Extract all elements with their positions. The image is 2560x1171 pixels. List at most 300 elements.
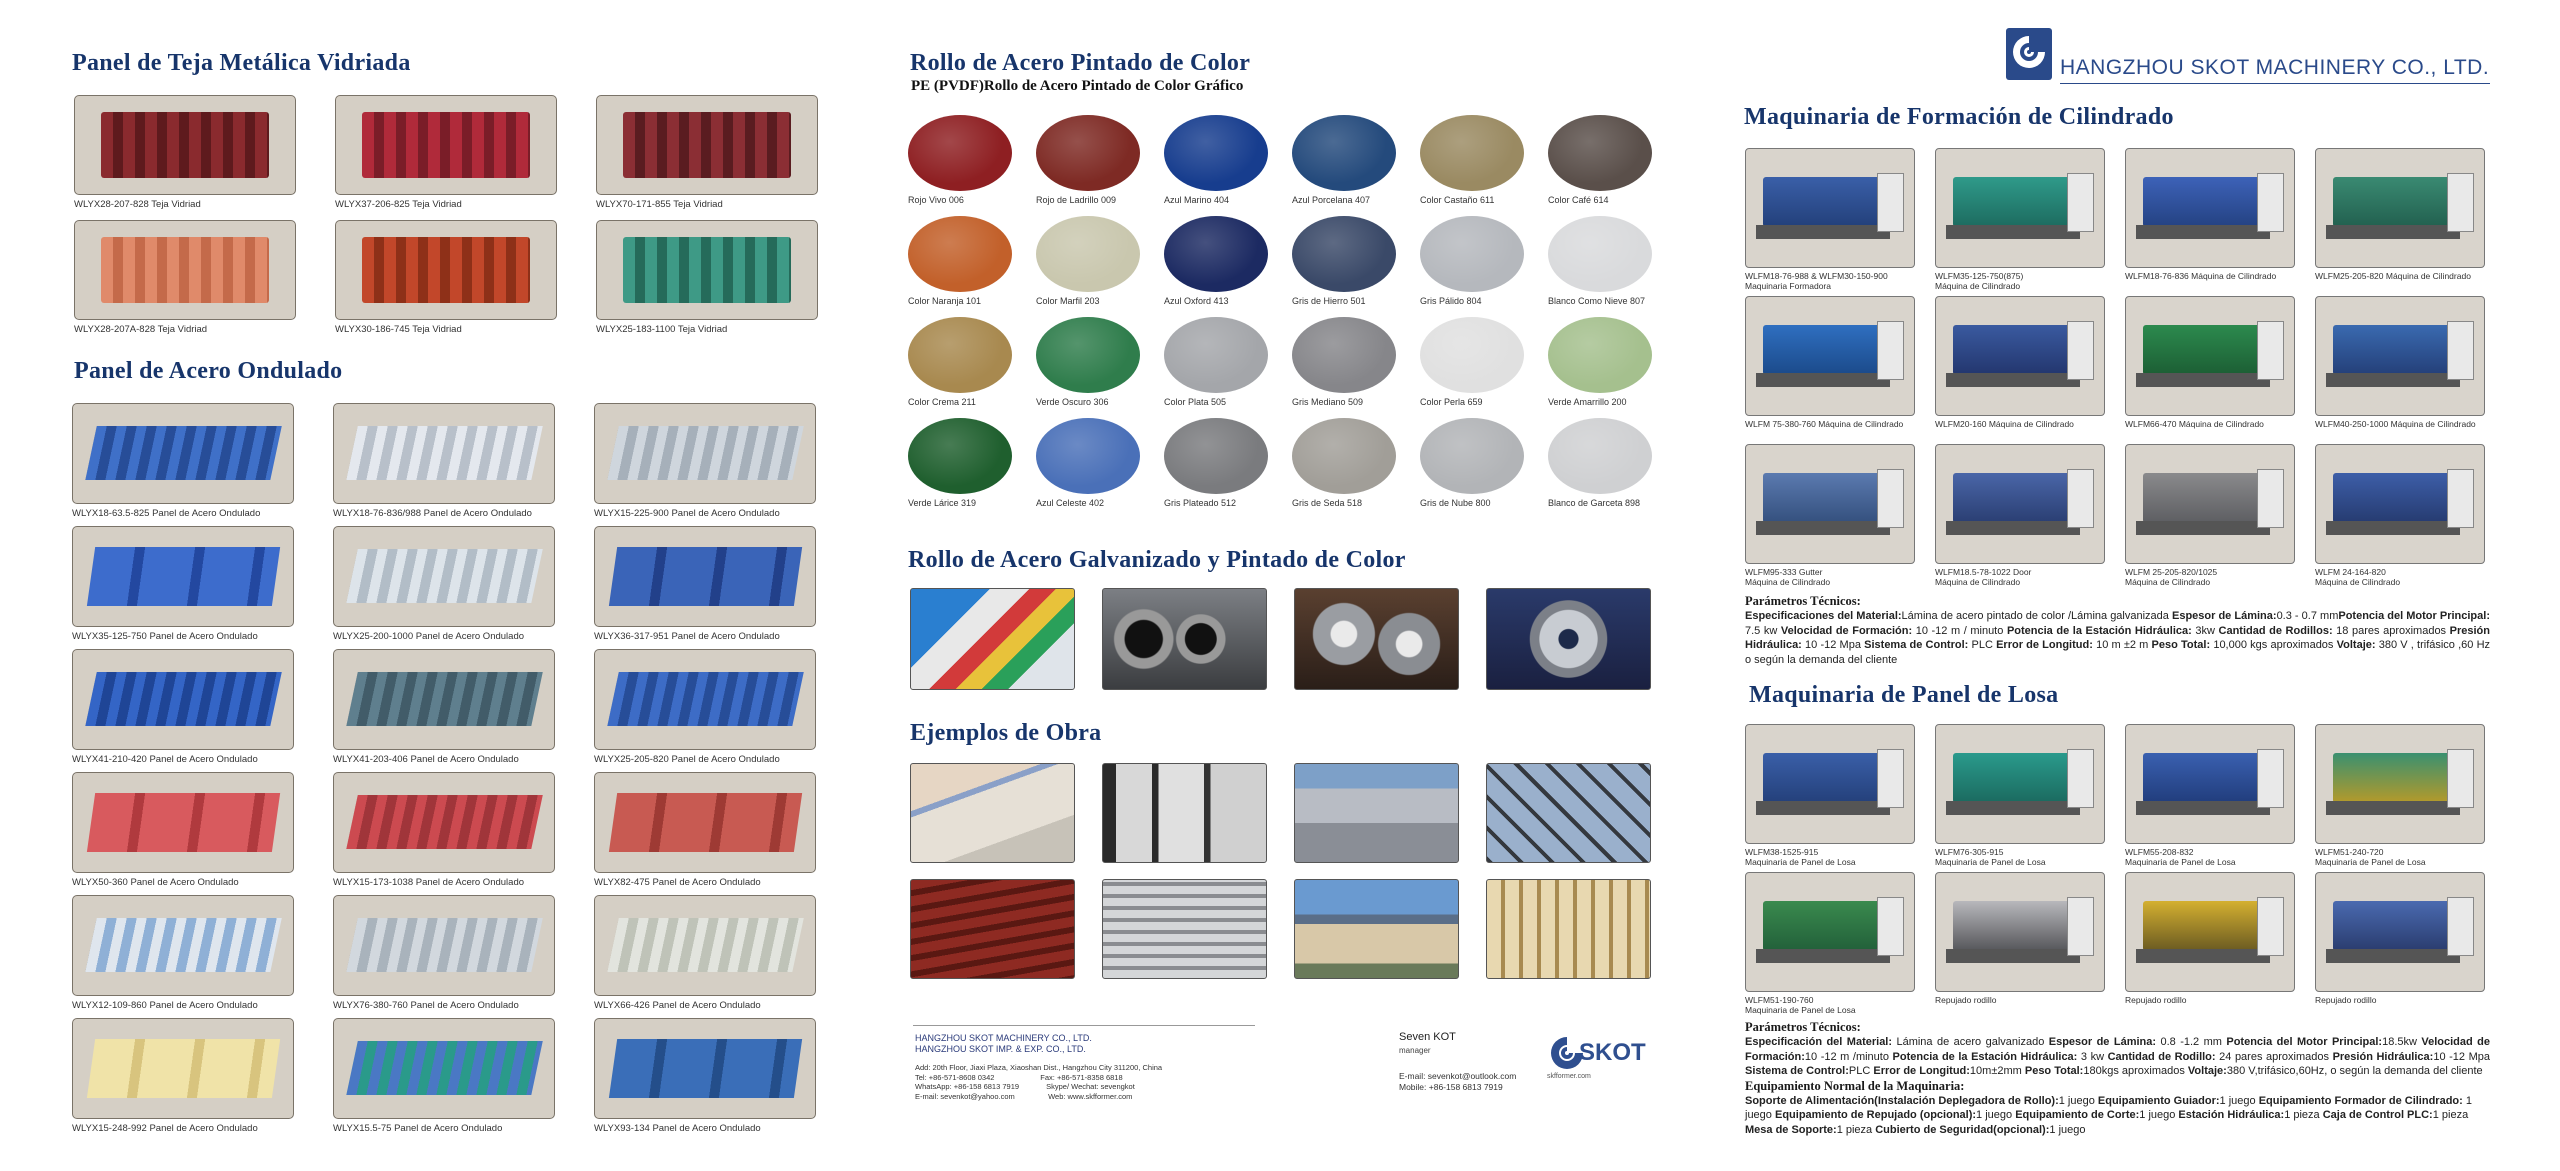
color-swatch-item <box>908 115 1036 206</box>
deck-params-title: Parámetros Técnicos: <box>1745 1020 1861 1034</box>
footer-address <box>915 1063 1162 1101</box>
machine-body <box>1763 177 1881 227</box>
machine-image <box>2315 148 2485 268</box>
machine-caption: Repujado rodillo <box>1935 996 1997 1005</box>
param-value: Lámina de acero pintado de color /Lámina galvanizada <box>1901 610 2172 622</box>
param-value: 1 pieza <box>1836 1123 1876 1136</box>
corrugated-caption: WLYX66-426 Panel de Acero Ondulado <box>594 1000 761 1011</box>
machine-image <box>2315 444 2485 564</box>
machine-base <box>1756 521 1890 535</box>
machine-item <box>2125 872 2295 1016</box>
corrugated-image <box>594 526 816 627</box>
floor-deck-grid <box>1745 724 2505 1016</box>
machine-item <box>1935 148 2105 292</box>
machine-body <box>1763 901 1881 951</box>
tile-image <box>335 95 557 195</box>
footer-rule <box>913 1025 1255 1026</box>
tile-caption: WLYX70-171-855 Teja Vidriad <box>596 199 723 210</box>
param-value: 380 V,trifásico,60Hz, o según la demanda del cliente <box>2226 1065 2483 1077</box>
param-key: Voltaje: <box>2187 1065 2227 1077</box>
machine-body <box>2333 325 2451 375</box>
color-swatch-item <box>1292 115 1420 206</box>
color-swatch-item <box>1036 115 1164 206</box>
tile-image <box>74 95 296 195</box>
corrugated-image <box>594 1018 816 1119</box>
param-value: 180kgs aproximados <box>2083 1065 2188 1077</box>
control-box <box>2257 321 2284 380</box>
param-key: Error de Longitud: <box>1873 1065 1970 1077</box>
address-line: Add: 20th Floor, Jiaxi Plaza, Xiaoshan Dist., Hangzhou City 311200, China <box>915 1063 1163 1072</box>
swatch-label: Gris Mediano 509 <box>1292 397 1364 407</box>
corrugated-caption: WLYX36-317-951 Panel de Acero Ondulado <box>594 631 780 642</box>
corrugated-caption: WLYX18-76-836/988 Panel de Acero Ondulado <box>333 508 532 519</box>
color-swatch <box>1164 317 1268 393</box>
tile-graphic <box>101 237 268 304</box>
machine-base <box>2136 521 2270 535</box>
color-swatch <box>1036 115 1140 191</box>
corrugated-caption: WLYX35-125-750 Panel de Acero Ondulado <box>72 631 258 642</box>
param-key: Potencia de la Estación Hidráulica: <box>2006 624 2192 637</box>
project-photos <box>910 763 1650 979</box>
corrugated-image <box>333 772 555 873</box>
machine-item <box>2125 296 2295 440</box>
corrugated-image <box>594 403 816 504</box>
equip-text <box>1745 1094 2490 1138</box>
param-key: Equipamiento de Corte: <box>2015 1109 2140 1121</box>
tile-graphic <box>362 112 529 179</box>
swatch-label: Azul Porcelana 407 <box>1292 195 1371 205</box>
param-value: 10 -12 m / minuto <box>1912 624 2007 637</box>
machine-caption: WLFM95-333 Gutter Máquina de Cilindrado <box>1745 568 1831 587</box>
control-box <box>2447 321 2474 380</box>
machine-item <box>1935 872 2105 1016</box>
corrugated-item <box>594 772 816 888</box>
swatch-label: Verde Oscuro 306 <box>1036 397 1109 407</box>
machine-item <box>2315 872 2485 1016</box>
color-swatch <box>1036 418 1140 494</box>
machine-caption: WLFM 25-205-820/1025 Máquina de Cilindrado <box>2125 568 2218 587</box>
machine-caption: WLFM25-205-820 Máquina de Cilindrado <box>2315 272 2471 281</box>
swatch-label: Azul Celeste 402 <box>1036 498 1105 508</box>
machine-image <box>1745 724 1915 844</box>
param-key: Equipamiento Guiador: <box>2097 1094 2220 1107</box>
corrugated-image <box>333 649 555 750</box>
machine-caption: WLFM20-160 Máquina de Cilindrado <box>1935 420 2074 429</box>
phone-line: Tel: +86-571-8608 0342 Fax: +86-571-8358 6818 <box>915 1072 1123 1082</box>
roll-forming-params <box>1745 594 2490 667</box>
corrugated-caption: WLYX15-225-900 Panel de Acero Ondulado <box>594 508 780 519</box>
color-swatch <box>1420 115 1524 191</box>
corrugated-caption: WLYX15.5-75 Panel de Acero Ondulado <box>333 1123 503 1134</box>
corrugated-graphic <box>346 549 542 603</box>
swatch-label: Color Castaño 611 <box>1420 195 1495 205</box>
swatch-grid <box>908 115 1668 509</box>
corrugated-grid <box>72 403 817 1134</box>
tile-item <box>596 220 818 335</box>
corrugated-image <box>594 895 816 996</box>
param-key: Espesor de Lámina: <box>2048 1036 2157 1048</box>
machine-item <box>1745 148 1915 292</box>
corrugated-graphic <box>85 918 281 972</box>
color-swatch <box>1420 418 1524 494</box>
corrugated-caption: WLYX93-134 Panel de Acero Ondulado <box>594 1123 761 1134</box>
machine-item <box>2125 444 2295 588</box>
corrugated-caption: WLYX41-210-420 Panel de Acero Ondulado <box>72 754 258 765</box>
machine-item <box>1745 444 1915 588</box>
swatch-label: Rojo de Ladrillo 009 <box>1036 195 1117 205</box>
machine-image <box>1935 724 2105 844</box>
param-key: Presión Hidráulica: <box>2332 1050 2434 1063</box>
machine-image <box>2315 724 2485 844</box>
floor-deck-params <box>1745 1020 2490 1137</box>
skot-logo <box>1547 1033 1647 1083</box>
color-swatch <box>908 216 1012 292</box>
param-key: Equipamiento Formador de Cilindrado: <box>2258 1094 2463 1107</box>
corrugated-item <box>72 403 294 519</box>
machine-caption: WLFM18-76-988 & WLFM30-150-900 Maquinaria Formadora <box>1745 272 1888 291</box>
machine-base <box>2136 801 2270 815</box>
color-swatch <box>1292 115 1396 191</box>
control-box <box>2067 749 2094 808</box>
tile-item <box>335 95 557 210</box>
machine-caption: WLFM18.5-78-1022 Door Máquina de Cilindrado <box>1935 568 2032 587</box>
corrugated-graphic <box>85 426 281 480</box>
contact-mobile: Mobile: +86-158 6813 7919 <box>1399 1082 1503 1092</box>
swatch-label: Gris Plateado 512 <box>1164 498 1237 508</box>
corrugated-graphic <box>86 1039 279 1098</box>
param-key: Peso Total: <box>2151 639 2211 651</box>
control-box <box>2447 173 2474 232</box>
swatch-label: Gris de Hierro 501 <box>1292 296 1366 306</box>
param-key: Sistema de Control: <box>1745 1065 1849 1077</box>
machine-base <box>1946 373 2080 387</box>
machine-body <box>2143 753 2261 803</box>
machine-caption: Repujado rodillo <box>2125 996 2187 1005</box>
corrugated-caption: WLYX76-380-760 Panel de Acero Ondulado <box>333 1000 519 1011</box>
control-box <box>2447 897 2474 956</box>
param-value: 10 -12 m /minuto <box>1804 1050 1893 1063</box>
contact-role: manager <box>1399 1046 1431 1055</box>
machine-image <box>2125 444 2295 564</box>
param-value: 18.5kw <box>2382 1036 2422 1048</box>
skot-logo-sub: skfformer.com <box>1547 1073 1591 1080</box>
param-value: Lámina de acero galvanizado <box>1892 1036 2049 1048</box>
corrugated-item <box>72 895 294 1011</box>
control-box <box>2257 749 2284 808</box>
param-value: 380 V , trifásico ,60 Hz o según la demanda del cliente <box>1745 639 2491 666</box>
param-value: 1 juego <box>2219 1094 2259 1107</box>
machine-image <box>1935 444 2105 564</box>
roof-frame-photo <box>1486 879 1651 979</box>
color-swatch <box>1036 216 1140 292</box>
machine-item <box>1935 296 2105 440</box>
color-swatch-item <box>1164 216 1292 307</box>
color-swatch-item <box>1548 115 1676 206</box>
swatch-label: Rojo Vivo 006 <box>908 195 964 205</box>
corrugated-item <box>72 649 294 765</box>
param-key: Especificación del Material: <box>1745 1036 1893 1048</box>
footer-company-2: HANGZHOU SKOT IMP. & EXP. CO., LTD. <box>915 1044 1086 1054</box>
corrugated-item <box>594 895 816 1011</box>
corrugated-graphic <box>607 672 803 726</box>
corrugated-graphic <box>608 547 801 606</box>
params-title: Parámetros Técnicos: <box>1745 594 1861 608</box>
corrugated-graphic <box>346 672 542 726</box>
tile-graphic <box>623 112 790 179</box>
param-value: 10 m ±2 m <box>2092 639 2152 651</box>
machine-body <box>1763 325 1881 375</box>
tile-graphic <box>623 237 790 304</box>
param-value: 10 -12 Mpa <box>2433 1050 2490 1063</box>
swatch-label: Azul Marino 404 <box>1164 195 1230 205</box>
machine-base <box>2136 225 2270 239</box>
param-value: 7.5 kw <box>1745 624 1781 637</box>
corrugated-item <box>72 526 294 642</box>
steel-structure-photo <box>1486 763 1651 863</box>
machine-body <box>1953 325 2071 375</box>
color-swatch-item <box>1036 418 1164 509</box>
machine-base <box>2136 373 2270 387</box>
machine-item <box>2315 724 2485 868</box>
control-box <box>1877 897 1904 956</box>
color-swatch <box>1548 115 1652 191</box>
machine-body <box>2333 753 2451 803</box>
footer-company-1: HANGZHOU SKOT MACHINERY CO., LTD. <box>915 1033 1092 1043</box>
machine-image <box>2125 148 2295 268</box>
machine-item <box>1745 296 1915 440</box>
param-value: 1 juego <box>2049 1123 2086 1136</box>
whatsapp-line: WhatsApp: +86-158 6813 7919 Skype/ Wechat: sevengkot <box>915 1082 1135 1091</box>
param-value: 10m±2mm <box>1969 1065 2025 1077</box>
machine-base <box>2326 521 2460 535</box>
machine-item <box>1935 724 2105 868</box>
param-key: Caja de Control PLC: <box>2322 1109 2433 1121</box>
param-key: Potencia de la Estación Hidráulica: <box>1892 1050 2078 1063</box>
machine-base <box>1946 801 2080 815</box>
corrugated-item <box>333 1018 555 1134</box>
machine-caption: Repujado rodillo <box>2315 996 2377 1005</box>
corrugated-title: Panel de Acero Ondulado <box>74 358 343 384</box>
projects-title: Ejemplos de Obra <box>910 720 1102 746</box>
color-swatch-item <box>1420 317 1548 408</box>
control-box <box>2067 321 2094 380</box>
galv-title: Rollo de Acero Galvanizado y Pintado de Color <box>908 547 1406 573</box>
control-box <box>2257 897 2284 956</box>
corrugated-caption: WLYX50-360 Panel de Acero Ondulado <box>72 877 239 888</box>
param-value: 1 pieza <box>2284 1109 2323 1121</box>
swatch-label: Color Crema 211 <box>908 397 976 407</box>
corrugated-image <box>72 403 294 504</box>
color-swatch <box>1548 317 1652 393</box>
machine-base <box>1946 521 2080 535</box>
param-key: Especificaciones del Material: <box>1745 610 1902 622</box>
color-swatch-item <box>1420 418 1548 509</box>
color-swatch <box>1164 418 1268 494</box>
tile-item <box>74 95 296 210</box>
machine-caption: WLFM35-125-750(875) Máquina de Cilindrado <box>1935 272 2024 291</box>
tile-caption: WLYX28-207A-828 Teja Vidriad <box>74 324 208 335</box>
color-swatch-item <box>1548 418 1676 509</box>
tile-image <box>74 220 296 320</box>
machine-item <box>2125 724 2295 868</box>
control-box <box>1877 173 1904 232</box>
color-swatch-item <box>1420 115 1548 206</box>
tile-caption: WLYX28-207-828 Teja Vidriad <box>74 199 201 210</box>
swatch-label: Color Plata 505 <box>1164 397 1227 407</box>
corrugated-graphic <box>346 1041 542 1095</box>
machine-base <box>1946 949 2080 963</box>
color-swatch <box>1420 317 1524 393</box>
equip-title: Equipamiento Normal de la Maquinaria: <box>1745 1078 1965 1093</box>
tile-image <box>335 220 557 320</box>
color-swatch-item <box>1548 216 1676 307</box>
corrugated-image <box>72 772 294 873</box>
swatch-label: Blanco Como Nieve 807 <box>1548 296 1646 306</box>
tile-graphic <box>362 237 529 304</box>
color-swatch <box>908 115 1012 191</box>
swatch-label: Gris de Nube 800 <box>1420 498 1491 508</box>
machine-image <box>1745 872 1915 992</box>
color-coils-photo <box>910 588 1075 690</box>
machine-item <box>2315 148 2485 292</box>
color-swatch-item <box>1292 317 1420 408</box>
machine-image <box>1935 296 2105 416</box>
color-swatch <box>908 317 1012 393</box>
machine-body <box>1763 753 1881 803</box>
tile-panel-grid <box>74 95 819 335</box>
tile-graphic <box>101 112 268 179</box>
corrugated-caption: WLYX25-205-820 Panel de Acero Ondulado <box>594 754 780 765</box>
param-key: Sistema de Control: <box>1864 639 1969 651</box>
machine-item <box>2315 444 2485 588</box>
corrugated-image <box>72 526 294 627</box>
machine-image <box>2315 872 2485 992</box>
machine-caption: WLFM 24-164-820 Máquina de Cilindrado <box>2315 568 2401 587</box>
machine-caption: WLFM55-208-832 Maquinaria de Panel de Losa <box>2125 848 2236 867</box>
machine-caption: WLFM51-240-720 Maquinaria de Panel de Losa <box>2315 848 2426 867</box>
param-key: Velocidad de Formación: <box>1745 1036 2490 1063</box>
color-swatch-item <box>1548 317 1676 408</box>
machine-caption: WLFM40-250-1000 Máquina de Cilindrado <box>2315 420 2476 429</box>
machine-body <box>1763 473 1881 523</box>
corrugated-graphic <box>607 426 803 480</box>
steel-frame-building-photo <box>1294 763 1459 863</box>
param-value: 1 pieza <box>2432 1109 2469 1121</box>
corrugated-graphic <box>608 793 801 852</box>
machine-image <box>1745 296 1915 416</box>
swatch-label: Azul Oxford 413 <box>1164 296 1229 306</box>
param-key: Estación Hidráulica: <box>2178 1109 2285 1121</box>
control-box <box>2257 173 2284 232</box>
machine-image <box>2315 296 2485 416</box>
tile-item <box>596 95 818 210</box>
param-key: Mesa de Soporte: <box>1745 1123 1837 1136</box>
color-swatch <box>1548 216 1652 292</box>
corrugated-graphic <box>86 547 279 606</box>
contact-email: E-mail: sevenkot@outlook.com <box>1399 1071 1517 1081</box>
control-box <box>2447 749 2474 808</box>
machine-item <box>1745 724 1915 868</box>
machine-image <box>2125 872 2295 992</box>
machine-caption: WLFM66-470 Máquina de Cilindrado <box>2125 420 2264 429</box>
machine-caption: WLFM18-76-836 Máquina de Cilindrado <box>2125 272 2277 281</box>
machine-base <box>1946 225 2080 239</box>
corrugated-graphic <box>607 918 803 972</box>
tile-image <box>596 95 818 195</box>
email-line: E-mail: sevenkot@yahoo.com Web: www.skfformer.com <box>915 1091 1133 1101</box>
machine-body <box>1953 177 2071 227</box>
machine-body <box>2143 325 2261 375</box>
param-value: 10,000 kgs aproximados <box>2210 639 2337 651</box>
corrugated-image <box>72 895 294 996</box>
machine-base <box>2326 801 2460 815</box>
param-value: 3 kw <box>2077 1050 2108 1063</box>
corrugated-image <box>333 526 555 627</box>
corrugated-caption: WLYX82-475 Panel de Acero Ondulado <box>594 877 761 888</box>
swatch-label: Color Marfil 203 <box>1036 296 1100 306</box>
deck-params-text <box>1745 1035 2490 1079</box>
swatch-label: Verde Amarrillo 200 <box>1548 397 1627 407</box>
param-key: Voltaje: <box>2336 639 2376 651</box>
color-swatch <box>908 418 1012 494</box>
machine-caption: WLFM 75-380-760 Máquina de Cilindrado <box>1745 420 1904 429</box>
machine-body <box>2333 901 2451 951</box>
control-box <box>2257 469 2284 528</box>
tile-caption: WLYX25-183-1100 Teja Vidriad <box>596 324 728 335</box>
machine-caption: WLFM51-190-760 Maquinaria de Panel de Losa <box>1745 996 1856 1015</box>
machine-base <box>2326 225 2460 239</box>
corrugated-graphic <box>346 795 542 849</box>
machine-item <box>1745 872 1915 1016</box>
machine-caption: WLFM76-305-915 Maquinaria de Panel de Losa <box>1935 848 2046 867</box>
color-swatch-item <box>1292 216 1420 307</box>
header-rule <box>2060 83 2490 84</box>
corrugated-item <box>333 403 555 519</box>
machine-body <box>1953 473 2071 523</box>
corrugated-image <box>333 895 555 996</box>
param-value: PLC <box>1848 1065 1874 1077</box>
machine-image <box>1935 872 2105 992</box>
control-box <box>1877 749 1904 808</box>
swatch-label: Color Café 614 <box>1548 195 1609 205</box>
swatch-label: Color Perla 659 <box>1420 397 1483 407</box>
tile-panel-title: Panel de Teja Metálica Vidriada <box>72 50 411 76</box>
corrugated-item <box>333 895 555 1011</box>
color-swatch-item <box>1036 216 1164 307</box>
tile-image <box>596 220 818 320</box>
color-swatch <box>1548 418 1652 494</box>
param-key: Error de Longitud: <box>1996 639 2093 651</box>
corrugated-image <box>594 772 816 873</box>
control-box <box>2067 469 2094 528</box>
color-swatch-item <box>908 418 1036 509</box>
corrugated-caption: WLYX15-173-1038 Panel de Acero Ondulado <box>333 877 525 888</box>
control-box <box>2067 173 2094 232</box>
param-key: Presión Hidráulica: <box>1745 624 2490 651</box>
color-swatch <box>1420 216 1524 292</box>
corrugated-image <box>72 649 294 750</box>
warehouse-photo <box>1102 763 1267 863</box>
corrugated-image <box>72 1018 294 1119</box>
skot-logo-text: SKOT <box>1579 1039 1646 1066</box>
corrugated-graphic <box>346 426 542 480</box>
corrugated-item <box>72 772 294 888</box>
param-value: 1 juego <box>2139 1109 2179 1121</box>
param-value: 18 pares aproximados <box>2332 624 2450 637</box>
machine-body <box>2333 473 2451 523</box>
stacked-panels-photo <box>1102 879 1267 979</box>
tile-item <box>335 220 557 335</box>
